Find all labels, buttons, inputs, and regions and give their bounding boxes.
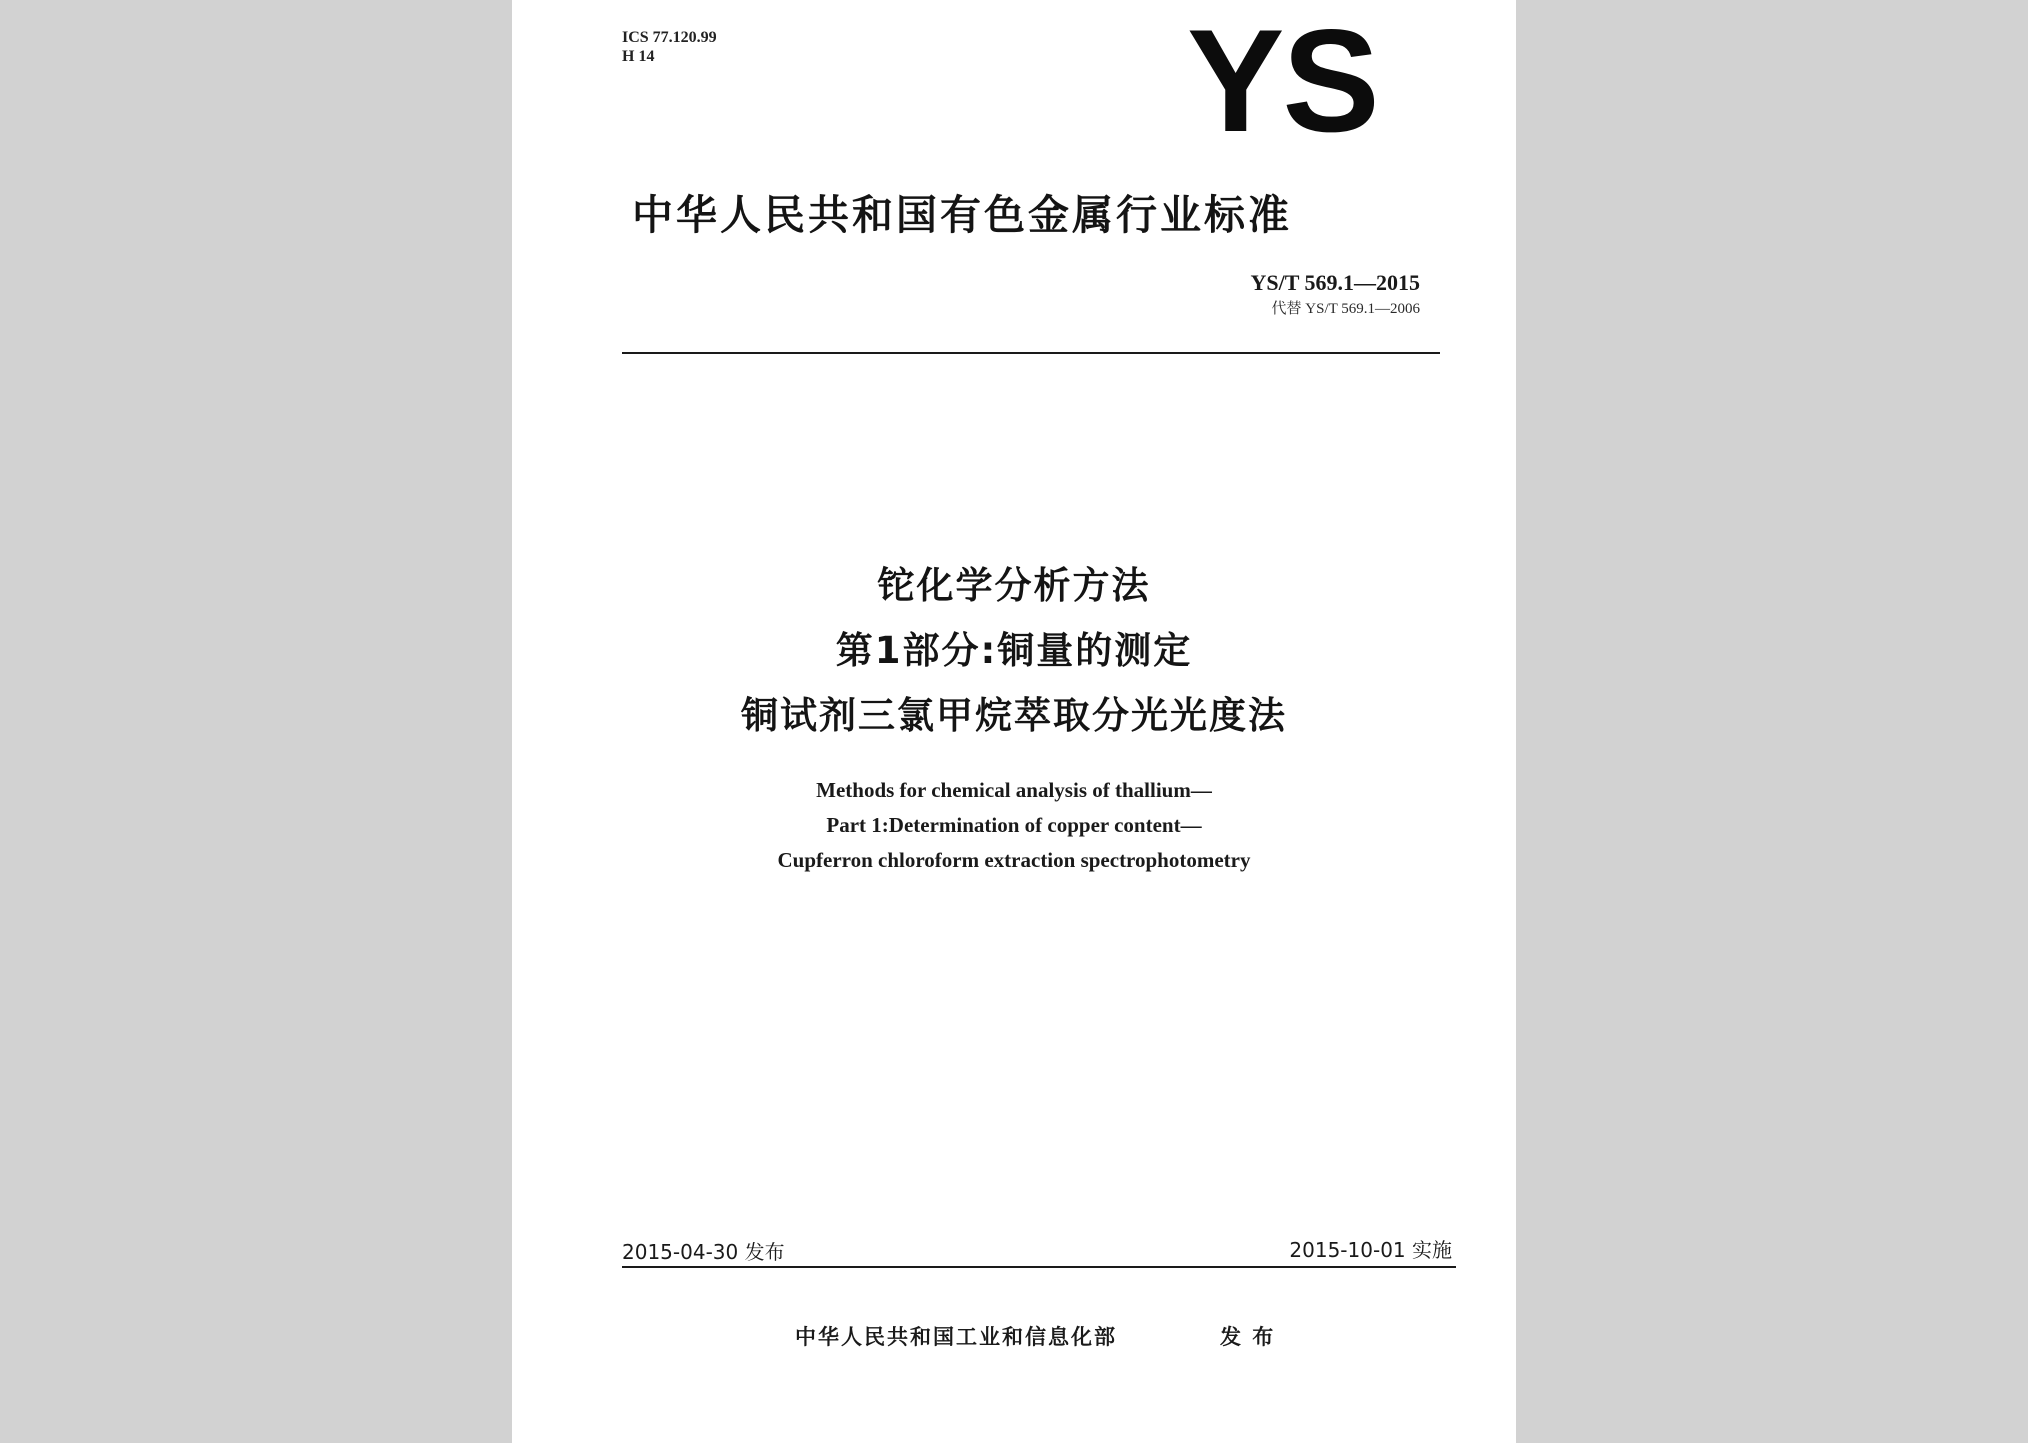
ys-logo: YS [1187, 0, 1378, 162]
effective-date: 2015-10-01 实施 [1289, 1238, 1452, 1262]
ccs-code: H 14 [622, 48, 655, 65]
title-en-line-3: Cupferron chloroform extraction spectrophotometry [777, 848, 1251, 872]
title-cn-line-3: 铜试剂三氯甲烷萃取分光光度法 [741, 694, 1287, 737]
title-en-line-2: Part 1:Determination of copper content— [826, 813, 1202, 837]
replaces-standard: 代替 YS/T 569.1—2006 [1271, 301, 1420, 317]
issue-action: 发 布 [1220, 1325, 1276, 1349]
header-divider [622, 352, 1440, 354]
standard-cover-page [512, 0, 1516, 1443]
standard-category-heading: 中华人民共和国有色金属行业标准 [632, 191, 1292, 239]
title-cn-line-2: 第1部分:铜量的测定 [835, 629, 1193, 672]
title-cn-line-1: 铊化学分析方法 [877, 564, 1151, 607]
issue-date: 2015-04-30 发布 [622, 1240, 785, 1264]
title-en-line-1: Methods for chemical analysis of thallium— [816, 778, 1212, 802]
issuing-authority: 中华人民共和国工业和信息化部 [795, 1325, 1117, 1349]
footer-divider [622, 1266, 1456, 1268]
ics-code: ICS 77.120.99 [622, 29, 717, 46]
standard-number: YS/T 569.1—2015 [1250, 270, 1420, 295]
